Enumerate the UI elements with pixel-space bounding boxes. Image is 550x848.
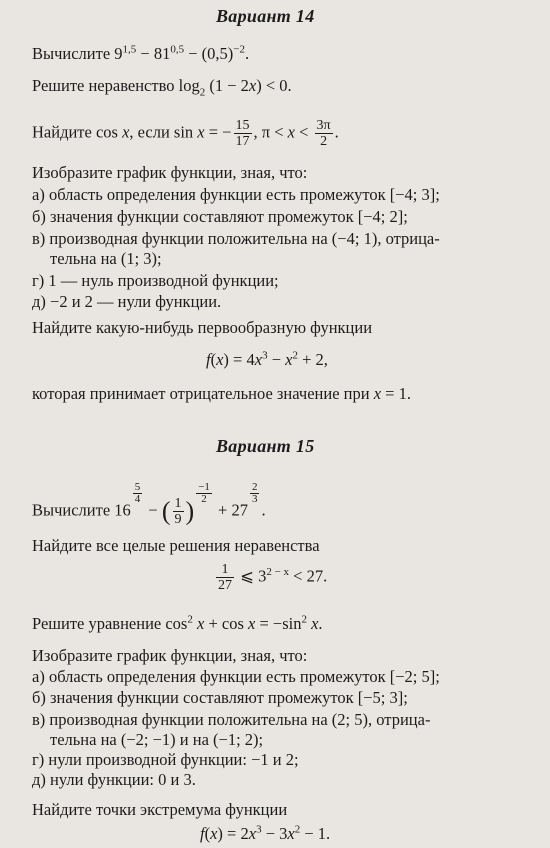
v15-task-4-c2: тельна на (−2; −1) и на (−1; 2);	[50, 730, 264, 749]
v14-task-4-b: б) значения функции составляют промежуток [−4; 2];	[32, 207, 408, 226]
v14-task-4-a: а) область определения функции есть промежуток [−4; 3];	[32, 185, 440, 204]
v15-task-4-c1: в) производная функции положительна на (2; 5), отрица-	[32, 710, 431, 729]
v14-task-4-c1: в) производная функции положительна на (−4; 1), отрица-	[32, 229, 440, 248]
v15-task-2-inequality: $\frac{1}{27}$ ⩽ $3^{2 - x} < 27$.	[218, 562, 328, 593]
v14-task-3: Найдите cos x, если sin x = − $\frac{15}{17}$ , π < x < $\frac{3\pi}{2}$ .	[32, 118, 339, 149]
v15-task-4-a: а) область определения функции есть промежуток [−2; 5];	[32, 667, 440, 686]
v15-task-5-lead: Найдите точки экстремума функции	[32, 800, 288, 819]
v15-task-4-lead: Изобразите график функции, зная, что:	[32, 646, 308, 665]
v14-task-5-formula: $f(x) = 4x^3 - x^2 + 2$,	[206, 349, 328, 369]
v15-task-5-formula: $f(x) = 2x^3 - 3x^2 - 1$.	[200, 823, 331, 843]
v14-task-1: Вычислите $9^{1,5} - 81^{0,5} - (0,5)^{-2}$.	[32, 43, 250, 63]
v14-fraction-15-17: $\frac{15}{17}$	[235, 118, 250, 149]
v14-task-4-d: г) 1 — нуль производной функции;	[32, 271, 279, 290]
v14-task-2: Решите неравенство $\log_2 (1 - 2x) < 0$.	[32, 76, 292, 99]
variant-14-title: Вариант 14	[216, 6, 315, 26]
v15-task-4-e: д) нули функции: 0 и 3.	[32, 770, 196, 789]
v15-task-3: Решите уравнение $\cos^2 x + \cos x = -\sin^2$ x.	[32, 613, 323, 633]
v14-task-4-c2: тельна на (1; 3);	[50, 249, 162, 268]
v14-task-5-lead: Найдите какую-нибудь первообразную функции	[32, 318, 373, 337]
v14-task-4-e: д) −2 и 2 — нули функции.	[32, 292, 222, 311]
variant-15-title: Вариант 15	[216, 436, 315, 456]
v14-task-4-lead: Изобразите график функции, зная, что:	[32, 163, 308, 182]
v14-fraction-3pi-2: $\frac{3\pi}{2}$	[316, 118, 331, 149]
v15-task-1: Вычислите 16 $\frac{5}{4}$ − ( $\frac{1}{9}$ ) $\frac{-1}{2}$ + 27 $\frac{2}{3}$ .	[32, 481, 266, 527]
v15-task-4-d: г) нули производной функции: −1 и 2;	[32, 750, 299, 769]
v15-task-4-b: б) значения функции составляют промежуток [−5; 3];	[32, 688, 408, 707]
v15-task-2-lead: Найдите все целые решения неравенства	[32, 536, 320, 555]
v14-task-5-tail: которая принимает отрицательное значение при x = 1.	[32, 384, 411, 403]
